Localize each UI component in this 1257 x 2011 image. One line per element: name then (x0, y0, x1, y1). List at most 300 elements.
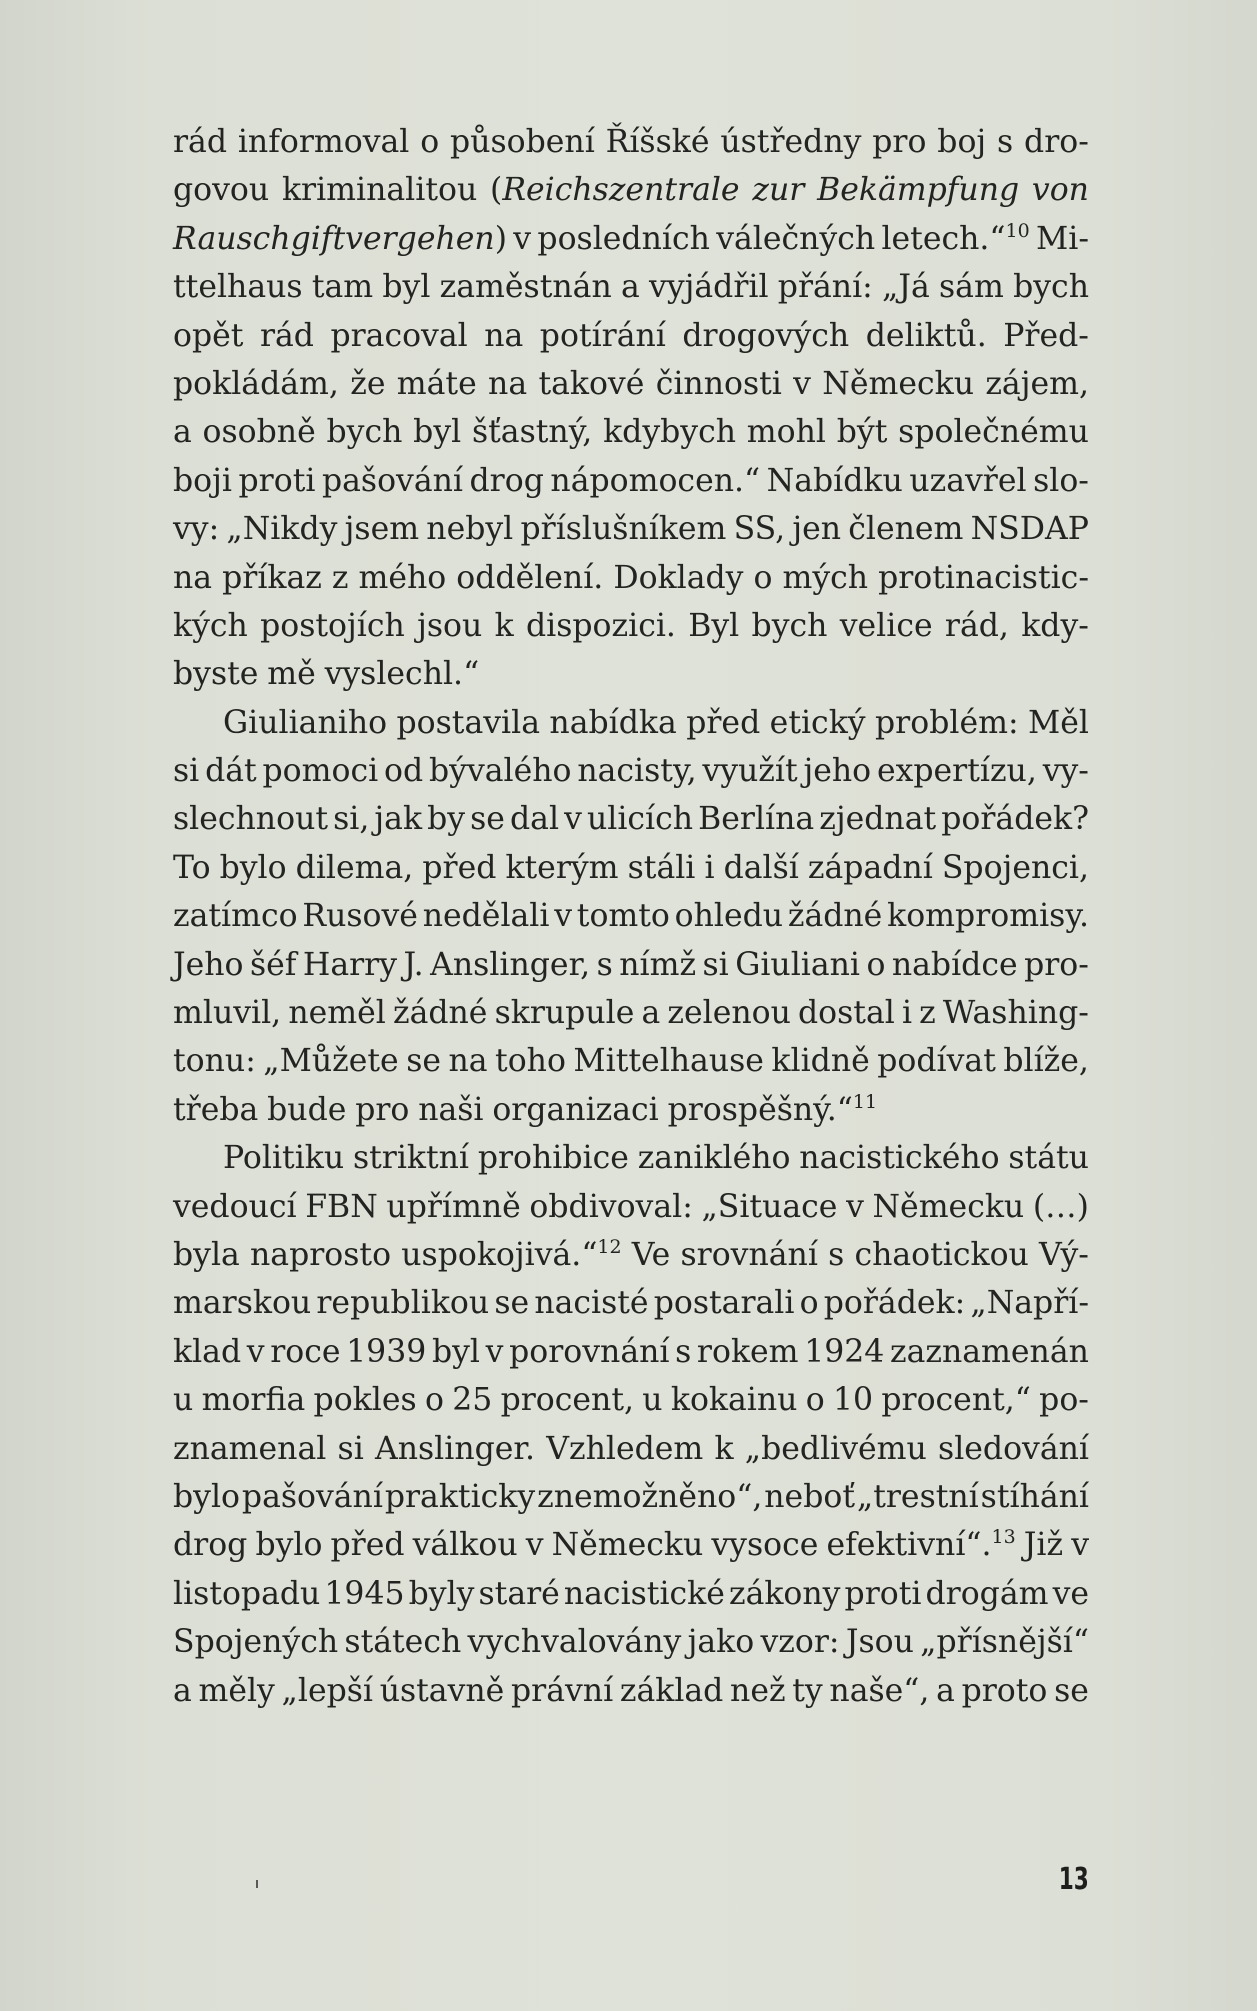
word (470, 457, 544, 505)
word (353, 1134, 469, 1182)
word (1021, 602, 1089, 650)
text-run: s (828, 1236, 845, 1273)
word (734, 505, 786, 553)
text-run: „Já (882, 269, 930, 306)
word (314, 1376, 417, 1424)
text-run: drogám (925, 1575, 1049, 1612)
text-run: Již (1023, 1527, 1064, 1564)
text-line (173, 408, 1089, 456)
text-run: tomto (576, 898, 670, 935)
word (649, 263, 769, 311)
text-run: 1945 (324, 1575, 405, 1612)
word (198, 1667, 274, 1715)
word (413, 408, 461, 456)
text-run: pomoci (262, 753, 379, 790)
text-line (173, 1473, 1089, 1521)
text-run: že (350, 365, 386, 402)
word (501, 1376, 634, 1424)
text-run: pokles (313, 1382, 417, 1419)
text-run: proti (238, 462, 316, 499)
text-run: u (173, 1382, 194, 1419)
text-run: o (753, 559, 773, 596)
word (302, 892, 418, 940)
word (173, 1183, 297, 1231)
text-run: Říšské (605, 124, 710, 160)
word (828, 1231, 844, 1279)
word (882, 263, 930, 311)
text-run: být (836, 414, 888, 451)
word (573, 1037, 764, 1085)
word (942, 844, 1089, 892)
text-run: si (337, 1430, 364, 1467)
word (1054, 1667, 1089, 1715)
text-line (173, 1328, 1089, 1376)
text-run: tonu: (173, 1043, 256, 1080)
word (632, 1231, 671, 1279)
word (330, 312, 467, 360)
word (397, 360, 477, 408)
text-line (173, 1134, 1089, 1182)
text-run: Washing- (942, 995, 1089, 1032)
word (359, 554, 447, 602)
text-run: J. (403, 946, 424, 983)
text-run: „trestní (856, 1478, 979, 1515)
text-run: rád, (944, 607, 1009, 644)
word (448, 1037, 487, 1085)
text-run: působení (450, 124, 595, 160)
word (247, 1328, 265, 1376)
word (223, 1134, 344, 1182)
text-run: listopadu (173, 1575, 321, 1612)
word (937, 118, 986, 166)
text-run: příslušníkem (520, 511, 727, 548)
text-run: činnosti (655, 365, 782, 402)
word (752, 602, 828, 650)
word (173, 1279, 311, 1327)
word (346, 1328, 426, 1376)
text-run: zur (752, 172, 805, 209)
text-run: „Napří- (970, 1285, 1089, 1322)
text-run: kdybych (603, 414, 737, 451)
word (1024, 1521, 1063, 1569)
text-run: 1924 (804, 1333, 885, 1370)
word (675, 892, 783, 940)
word (355, 1086, 409, 1134)
word (680, 1231, 817, 1279)
word (484, 312, 523, 360)
word (425, 1376, 444, 1424)
word (1043, 747, 1089, 795)
word (426, 505, 513, 553)
text-run: neměl (288, 995, 386, 1032)
text-run: bylo (255, 1527, 323, 1564)
text-run: dispozici. (525, 607, 676, 644)
word (667, 989, 791, 1037)
word (173, 941, 244, 989)
footnote-ref: 10 (1005, 219, 1030, 242)
word (919, 989, 936, 1037)
word (345, 505, 419, 553)
text-run: ty (792, 1672, 823, 1709)
text-run: mě (267, 656, 316, 693)
text-run: stíhání (980, 1478, 1089, 1515)
word (239, 457, 316, 505)
text-run: západní (807, 849, 933, 886)
word (697, 1328, 799, 1376)
word (792, 1667, 822, 1715)
text-run: obdivoval: (529, 1188, 693, 1225)
word (505, 844, 618, 892)
text-run: naprosto (250, 1236, 392, 1273)
word (173, 505, 219, 553)
word (829, 1667, 929, 1715)
text-run: jsem (344, 511, 420, 548)
word (282, 1667, 373, 1715)
text-run: kterým (505, 849, 619, 886)
word (263, 1037, 398, 1085)
text-run: základ (619, 1672, 724, 1709)
word (344, 1618, 461, 1666)
print-speck (256, 1880, 258, 1888)
text-run: k (714, 1430, 734, 1467)
text-run: Před- (1003, 317, 1089, 354)
word (845, 1570, 922, 1618)
word (173, 1328, 241, 1376)
word (1071, 1521, 1089, 1569)
text-line (173, 747, 1089, 795)
word (546, 1425, 703, 1473)
text-run: zájem, (985, 365, 1089, 402)
word (686, 699, 760, 747)
word (817, 166, 1019, 214)
word (881, 215, 1029, 263)
word (936, 1667, 955, 1715)
word (1003, 312, 1089, 360)
word (526, 1521, 544, 1569)
text-run: deliktů. (865, 317, 987, 354)
text-run: potírání (539, 317, 666, 354)
text-run: protinacistic- (878, 559, 1089, 596)
word (822, 360, 974, 408)
text-run: s (997, 124, 1014, 160)
text-run: jeho (803, 753, 872, 790)
text-run: o (420, 124, 440, 160)
word (782, 554, 868, 602)
text-run: postarali (653, 1285, 795, 1322)
word (380, 1667, 505, 1715)
word (730, 1667, 786, 1715)
text-run: o (799, 1285, 819, 1322)
text-run: a (641, 995, 661, 1032)
word (203, 408, 316, 456)
word (945, 602, 1009, 650)
text-run: vychvalovány (467, 1624, 682, 1661)
text-run: nebyl (426, 511, 514, 548)
text-run: mých (782, 559, 869, 596)
word (173, 1425, 326, 1473)
text-run: Bekämpfung (817, 172, 1020, 209)
text-run: Berlína (698, 801, 815, 838)
text-run: stáli (627, 849, 696, 886)
text-run: přání: (777, 269, 873, 306)
text-run: žádné (392, 995, 488, 1032)
word (250, 941, 296, 989)
word (872, 1183, 1024, 1231)
text-run: o (866, 946, 886, 983)
text-line (173, 602, 1089, 650)
text-run: tam (311, 269, 374, 306)
word (714, 1425, 733, 1473)
word (432, 1328, 480, 1376)
text-run: zaznamenán (890, 1333, 1089, 1370)
text-run: letech.“ (881, 220, 1006, 257)
word (270, 1328, 340, 1376)
text-run: ( (490, 172, 503, 209)
text-run: prohibice (477, 1140, 629, 1177)
word (881, 1376, 1031, 1424)
word (513, 215, 531, 263)
text-run: bylo (173, 1478, 240, 1515)
word (470, 795, 505, 843)
word (423, 892, 550, 940)
text-run: žádné (787, 898, 883, 935)
text-line (173, 1183, 1089, 1231)
text-run: Byl (688, 607, 740, 644)
word (332, 554, 349, 602)
word (1024, 118, 1089, 166)
word (943, 989, 1089, 1037)
word (220, 844, 287, 892)
word (1039, 1231, 1089, 1279)
text-run: byl (382, 269, 431, 306)
word (303, 941, 397, 989)
word (422, 844, 496, 892)
text-run: procent, (500, 1382, 634, 1419)
text-run: nacistické (563, 1575, 725, 1612)
text-run: proti (844, 1575, 922, 1612)
text-line (173, 1279, 1089, 1327)
text-run: Mittelhause (573, 1043, 764, 1080)
text-run: Doklady (613, 559, 744, 596)
word (761, 1618, 840, 1666)
text-run: Anslinger, (430, 946, 591, 983)
text-run: Spojenci, (941, 849, 1089, 886)
word (668, 1086, 878, 1134)
text-run: nacistického (799, 1140, 1000, 1177)
word (418, 1086, 483, 1134)
word (529, 1183, 692, 1231)
word (226, 505, 337, 553)
word (488, 360, 527, 408)
word (799, 1134, 999, 1182)
word (173, 1618, 338, 1666)
word (509, 1328, 669, 1376)
text-run: vedoucí (173, 1188, 297, 1225)
text-run: další (723, 849, 799, 886)
word (255, 1521, 322, 1569)
word (385, 1473, 535, 1521)
word (296, 844, 414, 892)
word (223, 699, 387, 747)
text-run: bylo (219, 849, 287, 886)
word (764, 1473, 855, 1521)
word (374, 795, 422, 843)
text-run: kriminalitou (281, 172, 478, 209)
text-run: k (494, 607, 514, 644)
text-run: před (330, 1527, 405, 1564)
text-line (173, 166, 1089, 214)
text-run: bývalého (429, 753, 572, 790)
text-run: členem (848, 511, 964, 548)
text-run: se (406, 1043, 441, 1080)
word (698, 795, 814, 843)
word (887, 892, 1089, 940)
word (846, 1618, 914, 1666)
text-run: šťastný, (471, 414, 593, 451)
word (771, 1037, 869, 1085)
word (1013, 263, 1089, 311)
word (703, 941, 729, 989)
text-run: byla (173, 1236, 240, 1273)
text-run: mluvil, (173, 995, 282, 1032)
word (848, 505, 963, 553)
text-line (173, 1086, 1089, 1134)
word (173, 1231, 240, 1279)
word (877, 1037, 996, 1085)
text-run: sledování (938, 1430, 1089, 1467)
text-run: drog (469, 462, 544, 499)
text-run: bude (267, 1091, 347, 1128)
text-run: vyjádřil (649, 269, 769, 306)
word (495, 602, 514, 650)
word (752, 166, 804, 214)
text-run: pro (872, 124, 927, 160)
text-run: rád (259, 317, 314, 354)
text-run: ttelhaus (173, 269, 303, 306)
word (260, 602, 405, 650)
word (173, 554, 212, 602)
word (202, 1376, 306, 1424)
word (997, 118, 1013, 166)
text-run: Giulianiho (223, 704, 388, 741)
text-run: „lepší (281, 1672, 373, 1709)
text-run: na (488, 365, 528, 402)
text-run: takové (538, 365, 645, 402)
text-line (173, 554, 1089, 602)
text-run: skrupule (494, 995, 635, 1032)
word (456, 554, 603, 602)
text-run: oddělení. (456, 559, 604, 596)
text-run: Nabídku (766, 462, 903, 499)
text-run: na (173, 559, 213, 596)
text-run: boji (173, 462, 232, 499)
text-run: v (485, 1333, 504, 1370)
word (173, 408, 192, 456)
text-run: vzor: (760, 1624, 840, 1661)
word (413, 1521, 518, 1569)
text-run: etický (769, 704, 866, 741)
text-run: ) (494, 220, 507, 257)
word (898, 408, 1089, 456)
word (909, 457, 1026, 505)
text-run: Harry (302, 946, 398, 983)
word (316, 1279, 489, 1327)
word (333, 795, 369, 843)
text-run: drog (173, 1527, 248, 1564)
text-line (173, 892, 1089, 940)
word (173, 312, 243, 360)
word (440, 263, 612, 311)
word (430, 941, 590, 989)
text-run: před (422, 849, 497, 886)
text-run: a (173, 414, 192, 451)
text-run: třeba (173, 1091, 259, 1128)
text-run: nímž (619, 946, 697, 983)
word (803, 747, 871, 795)
word (711, 1521, 818, 1569)
word (173, 795, 328, 843)
word (338, 1425, 364, 1473)
text-run: válkou (412, 1527, 518, 1564)
word (173, 166, 269, 214)
text-run: nápomocen.“ (550, 462, 761, 499)
text-run: Giuliani (735, 946, 861, 983)
word (804, 1328, 884, 1376)
text-run: než (730, 1672, 786, 1709)
text-run: v (846, 1188, 864, 1225)
text-run: nabídce (891, 946, 1018, 983)
word (260, 312, 314, 360)
text-run: ústředny (720, 124, 862, 160)
text-run: Německu (822, 365, 974, 402)
footnote-ref: 12 (597, 1235, 622, 1258)
text-run: zaniklého (637, 1140, 791, 1177)
text-run: na (484, 317, 524, 354)
text-run: jsou (417, 607, 483, 644)
word (729, 1570, 841, 1618)
text-run: problém: (875, 704, 1019, 741)
text-run: Vý- (1039, 1236, 1089, 1273)
word (1008, 1134, 1089, 1182)
text-run: v (525, 1527, 544, 1564)
word (878, 554, 1089, 602)
word (620, 1667, 723, 1715)
word (1024, 941, 1089, 989)
text-run: rád (173, 124, 228, 160)
word (587, 795, 693, 843)
word (384, 747, 423, 795)
text-run: morfia (201, 1382, 306, 1419)
word (846, 1183, 864, 1231)
text-run: se (494, 1285, 530, 1322)
word (753, 554, 772, 602)
word (824, 1279, 965, 1327)
text-line (173, 650, 1089, 698)
word (397, 699, 540, 747)
word (173, 892, 298, 940)
word (526, 602, 676, 650)
text-run: pracoval (330, 317, 468, 354)
word (173, 1086, 258, 1134)
text-run: To (173, 849, 211, 886)
text-run: kompromisy. (887, 898, 1089, 935)
text-run: pro- (1024, 946, 1089, 983)
word (792, 505, 841, 553)
word (890, 1328, 1089, 1376)
text-run: a (936, 1672, 955, 1709)
text-run: po- (1039, 1382, 1089, 1419)
text-run: blíže, (1003, 1043, 1089, 1080)
